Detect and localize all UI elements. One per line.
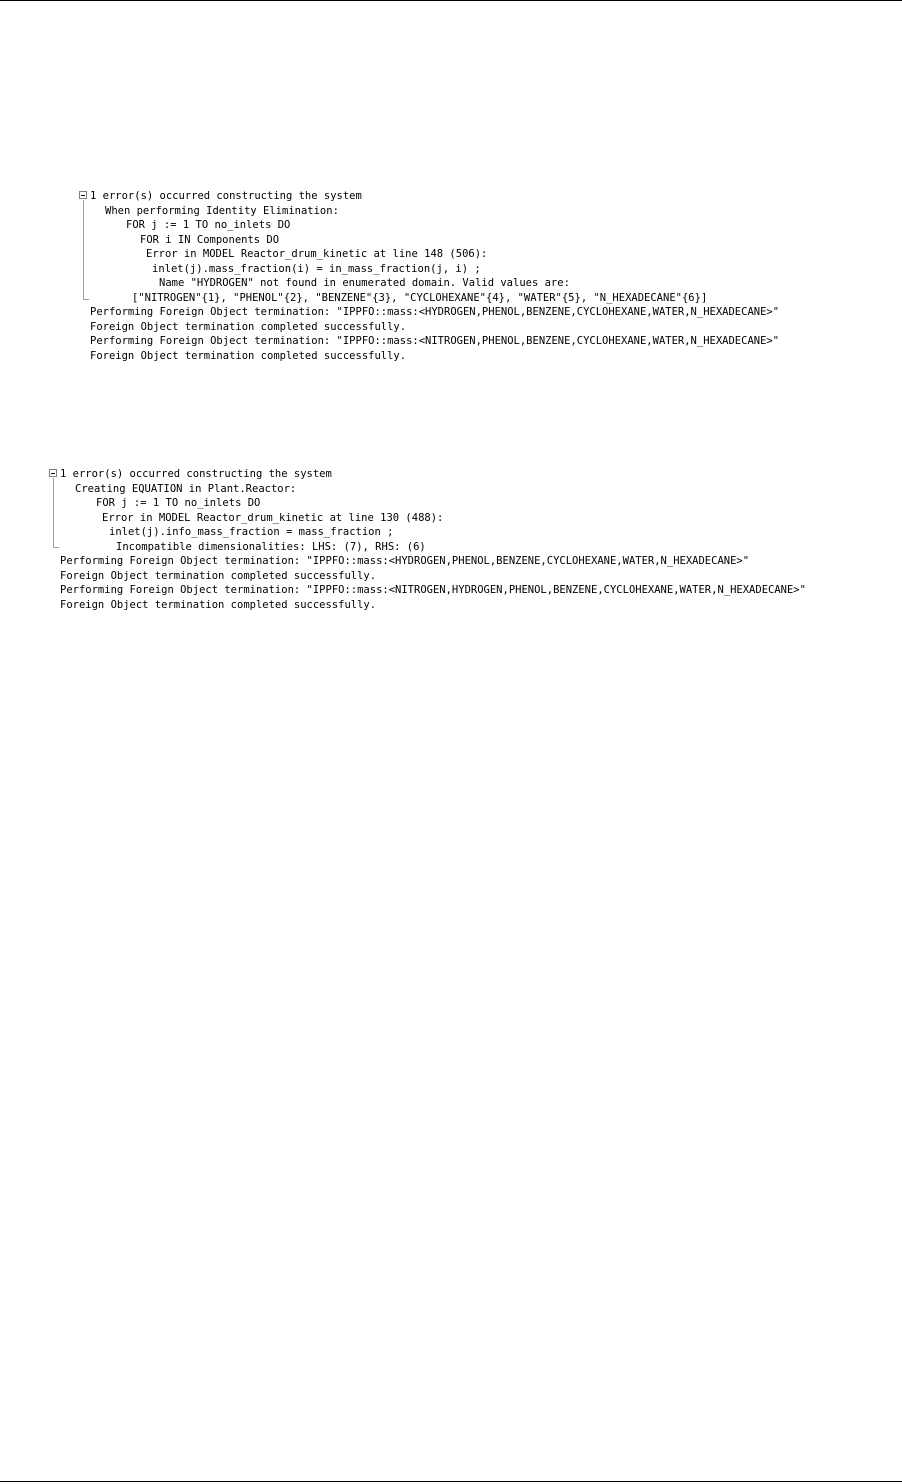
error-message: Name "HYDROGEN" not found in enumerated domain. Valid values are: — [159, 277, 570, 289]
error-message: Incompatible dimensionalities: LHS: (7), RHS: (6) — [116, 541, 426, 553]
error-valid-values: ["NITROGEN"{1}, "PHENOL"{2}, "BENZENE"{3}, "CYCLOHEXANE"{4}, "WATER"{5}, "N_HEXADECANE"{6}] — [132, 292, 708, 304]
collapse-icon[interactable] — [49, 469, 57, 477]
fo-success-line: Foreign Object termination completed successfully. — [60, 570, 377, 582]
error-summary[interactable]: 1 error(s) occurred constructing the system — [90, 190, 362, 202]
error-summary[interactable]: 1 error(s) occurred constructing the system — [60, 468, 332, 480]
bottom-rule — [0, 1481, 902, 1482]
fo-success-line: Foreign Object termination completed successfully. — [60, 599, 377, 611]
tree-guide-line — [53, 478, 59, 548]
error-loop-j: FOR j := 1 TO no_inlets DO — [96, 497, 261, 509]
error-log-equation-creation — [0, 0, 902, 700]
fo-success-line: Foreign Object termination completed successfully. — [90, 350, 407, 362]
error-equation: inlet(j).mass_fraction(i) = in_mass_fraction(j, i) ; — [152, 263, 481, 275]
fo-termination-line: Performing Foreign Object termination: "IPPFO::mass:<HYDROGEN,PHENOL,BENZENE,CYCLOHEXANE,WATER,N_HEXADECANE>" — [60, 555, 750, 567]
error-location: Error in MODEL Reactor_drum_kinetic at line 130 (488): — [102, 512, 444, 524]
fo-success-line: Foreign Object termination completed successfully. — [90, 321, 407, 333]
fo-termination-line: Performing Foreign Object termination: "IPPFO::mass:<NITROGEN,PHENOL,BENZENE,CYCLOHEXANE,WATER,N_HEXADECANE>" — [90, 335, 780, 347]
error-loop-i: FOR i IN Components DO — [140, 234, 280, 246]
error-context: When performing Identity Elimination: — [105, 205, 339, 217]
fo-termination-line: Performing Foreign Object termination: "IPPFO::mass:<HYDROGEN,PHENOL,BENZENE,CYCLOHEXANE,WATER,N_HEXADECANE>" — [90, 306, 780, 318]
error-context: Creating EQUATION in Plant.Reactor: — [75, 483, 297, 495]
error-location: Error in MODEL Reactor_drum_kinetic at line 148 (506): — [146, 248, 488, 260]
error-loop-j: FOR j := 1 TO no_inlets DO — [126, 219, 291, 231]
error-equation: inlet(j).info_mass_fraction = mass_fraction ; — [109, 526, 394, 538]
fo-termination-line: Performing Foreign Object termination: "IPPFO::mass:<NITROGEN,HYDROGEN,PHENOL,BENZENE,CYCLOHEXANE,WATER,N_HEXADECANE>" — [60, 584, 806, 596]
